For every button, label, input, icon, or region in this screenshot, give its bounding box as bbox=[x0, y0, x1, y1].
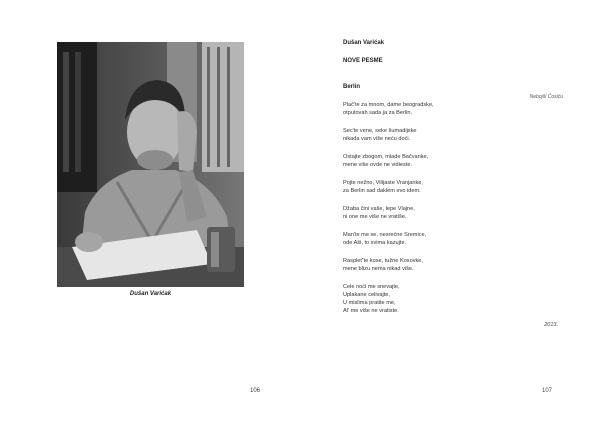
poem-line: mene blizu nema nikad više. bbox=[343, 266, 414, 272]
author-name: Dušan Varićak bbox=[343, 40, 385, 46]
stanza bbox=[343, 231, 553, 247]
stanza bbox=[343, 257, 553, 273]
poem-line: Uplakane celivajte, bbox=[343, 292, 390, 298]
poem-line: Cele noći me snevajte, bbox=[343, 284, 400, 290]
photo-caption: Dušan Varićak bbox=[129, 291, 172, 297]
author-photo bbox=[57, 42, 244, 287]
page-number-right: 107 bbox=[541, 388, 552, 394]
book-title: NOVE PESME bbox=[343, 58, 383, 64]
page-number-left: 106 bbox=[250, 388, 261, 394]
poem-body bbox=[343, 101, 553, 325]
poem-line: nikada vam više neću doći. bbox=[343, 136, 411, 142]
poem-line: Plač'te za mnom, dame beogradske, bbox=[343, 102, 434, 108]
stanza bbox=[343, 127, 553, 143]
right-page bbox=[300, 0, 600, 423]
poem-line: Džaba čini vaše, lepe Vlajne, bbox=[343, 206, 415, 212]
poem-line: Al' me više ne vratiste. bbox=[343, 308, 399, 314]
poem-line: Pojte nežno, Vilijaste Vranjanke, bbox=[343, 180, 423, 186]
poem-line: mene više ovde ne vidieste. bbox=[343, 162, 413, 168]
poem-line: za Berlin sad daklem evo idem. bbox=[343, 188, 421, 194]
stanza bbox=[343, 205, 553, 221]
poem-line: Sec'te vene, seke šumadijske bbox=[343, 128, 417, 134]
poem-line: otputovah sada ja za Berlin. bbox=[343, 110, 413, 116]
poem-line: U mislima pratite me, bbox=[343, 300, 396, 306]
stanza bbox=[343, 283, 553, 315]
poem-year: 2013. bbox=[544, 322, 558, 328]
poem-title: Berlin bbox=[343, 84, 361, 90]
poem-line: Raspleť'te kose, tužne Kosovke, bbox=[343, 258, 423, 264]
dedication: Nebojši Ćosiću bbox=[529, 94, 563, 100]
poem-line: ni one me više ne vratiše. bbox=[343, 214, 407, 220]
poem-line: Man'te me se, nesrećne Sremice, bbox=[343, 232, 427, 238]
poem-line: ode Aši, to svima kazujte. bbox=[343, 240, 407, 246]
poem-line: Ostajte zbogom, mlade Bačvanke, bbox=[343, 154, 429, 160]
stanza bbox=[343, 153, 553, 169]
stanza bbox=[343, 179, 553, 195]
stanza bbox=[343, 101, 553, 117]
